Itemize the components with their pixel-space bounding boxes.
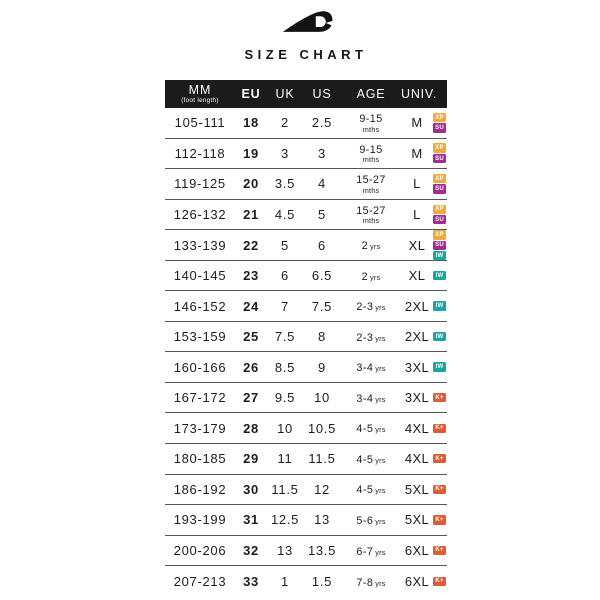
table-row bbox=[165, 413, 447, 444]
range-badge-iw: IW bbox=[433, 271, 446, 280]
cell-mm-range: 126-132 bbox=[173, 206, 227, 222]
age-unit: yrs bbox=[375, 364, 386, 374]
cell-mm-range: 153-159 bbox=[173, 329, 227, 345]
age-unit: yrs bbox=[375, 486, 386, 496]
range-badge-iw: IW bbox=[433, 362, 446, 371]
cell-mm-range: 200-206 bbox=[173, 542, 227, 558]
cell-eu-size: 31 bbox=[243, 512, 259, 528]
table-row bbox=[165, 536, 447, 567]
range-badge-kplus: K+ bbox=[433, 454, 446, 463]
cell-mm-range: 173-179 bbox=[173, 420, 227, 436]
cell-us-size: 8 bbox=[318, 329, 326, 345]
cell-univ-size: L bbox=[413, 206, 421, 222]
cell-uk-size: 3.5 bbox=[274, 176, 296, 192]
cell-eu-size: 29 bbox=[243, 451, 259, 467]
table-row bbox=[165, 291, 447, 322]
table-row bbox=[165, 475, 447, 506]
cell-uk-size: 1 bbox=[281, 573, 289, 589]
cell-eu-size: 33 bbox=[243, 573, 259, 589]
cell-eu-size: 20 bbox=[243, 176, 259, 192]
cell-age bbox=[341, 544, 401, 558]
cell-univ-size: 5XL bbox=[404, 512, 430, 528]
age-value: 5-6 bbox=[356, 514, 374, 527]
cell-uk-size: 7 bbox=[281, 298, 289, 314]
cell-mm-range: 105-111 bbox=[174, 115, 226, 131]
age-unit: yrs bbox=[370, 242, 381, 252]
size-chart-table bbox=[165, 80, 447, 597]
table-row bbox=[165, 352, 447, 383]
cell-univ-size: 6XL bbox=[404, 542, 430, 558]
cell-range-badges bbox=[433, 108, 447, 138]
cell-uk-size: 3 bbox=[281, 145, 289, 161]
cell-us-size: 9 bbox=[318, 359, 326, 375]
cell-us-size: 12 bbox=[314, 481, 330, 497]
range-badge-kplus: K+ bbox=[433, 424, 446, 433]
cell-univ-size: M bbox=[411, 145, 423, 161]
cell-univ-size: 5XL bbox=[404, 481, 430, 497]
cell-age bbox=[341, 238, 401, 252]
range-badge-xp: XP bbox=[433, 174, 446, 183]
cell-eu-size: 30 bbox=[243, 481, 259, 497]
cell-mm-range: 112-118 bbox=[174, 145, 226, 161]
table-header bbox=[165, 80, 447, 108]
cell-univ-size: 6XL bbox=[404, 573, 430, 589]
age-unit: yrs bbox=[375, 425, 386, 435]
cell-uk-size: 9.5 bbox=[274, 390, 296, 406]
cell-age bbox=[341, 482, 401, 496]
table-row bbox=[165, 383, 447, 414]
cell-range-badges bbox=[433, 475, 447, 505]
cell-us-size: 13 bbox=[314, 512, 330, 528]
table-row bbox=[165, 139, 447, 170]
range-badge-iw: IW bbox=[433, 332, 446, 341]
cell-range-badges bbox=[433, 413, 447, 443]
cell-us-size: 4 bbox=[318, 176, 326, 192]
age-value: 2-3 bbox=[356, 331, 374, 344]
range-badge-iw: IW bbox=[433, 301, 446, 310]
page-title: SIZE CHART bbox=[244, 47, 368, 62]
cell-mm-range: 186-192 bbox=[173, 481, 227, 497]
range-badge-kplus: K+ bbox=[433, 515, 446, 524]
age-unit: yrs bbox=[370, 272, 381, 282]
cell-range-badges bbox=[433, 505, 447, 535]
cell-uk-size: 12.5 bbox=[270, 512, 300, 528]
cell-age bbox=[341, 452, 401, 466]
header-mm bbox=[165, 84, 235, 105]
cell-univ-size: 3XL bbox=[404, 359, 430, 375]
age-value: 4-5 bbox=[356, 484, 374, 497]
cell-uk-size: 8.5 bbox=[274, 359, 296, 375]
cell-age bbox=[341, 299, 401, 313]
cell-mm-range: 133-139 bbox=[173, 237, 227, 253]
range-badge-su: SU bbox=[433, 215, 446, 224]
age-unit: mths bbox=[362, 216, 380, 226]
table-row bbox=[165, 566, 447, 597]
range-badge-xp: XP bbox=[433, 205, 446, 214]
header-univ: UNIV. bbox=[401, 87, 438, 101]
range-badge-iw: IW bbox=[433, 251, 446, 260]
cell-range-badges bbox=[433, 536, 447, 566]
cell-age bbox=[341, 203, 401, 226]
cell-eu-size: 18 bbox=[243, 115, 259, 131]
cell-eu-size: 32 bbox=[243, 542, 259, 558]
cell-mm-range: 180-185 bbox=[173, 451, 227, 467]
age-value: 3-4 bbox=[356, 392, 374, 405]
age-value: 15-27 bbox=[356, 205, 386, 218]
table-row bbox=[165, 108, 447, 139]
cell-eu-size: 22 bbox=[243, 237, 259, 253]
table-body bbox=[165, 108, 447, 597]
cell-eu-size: 25 bbox=[243, 329, 259, 345]
cell-univ-size: XL bbox=[408, 237, 426, 253]
cell-range-badges bbox=[433, 383, 447, 413]
header-us: US bbox=[312, 87, 332, 101]
cell-uk-size: 4.5 bbox=[274, 206, 296, 222]
cell-eu-size: 26 bbox=[243, 359, 259, 375]
table-row bbox=[165, 261, 447, 292]
header-uk: UK bbox=[275, 87, 295, 101]
cell-us-size: 13.5 bbox=[307, 542, 337, 558]
cell-age bbox=[341, 269, 401, 283]
age-value: 6-7 bbox=[356, 545, 374, 558]
table-row bbox=[165, 200, 447, 231]
cell-mm-range: 207-213 bbox=[173, 573, 227, 589]
age-unit: yrs bbox=[375, 455, 386, 465]
cell-age bbox=[341, 142, 401, 165]
cell-range-badges bbox=[433, 200, 447, 230]
cell-us-size: 7.5 bbox=[311, 298, 333, 314]
cell-mm-range: 140-145 bbox=[173, 268, 227, 283]
age-unit: yrs bbox=[375, 516, 386, 526]
cell-mm-range: 193-199 bbox=[173, 512, 227, 528]
cell-eu-size: 21 bbox=[243, 206, 259, 222]
cell-age bbox=[341, 575, 401, 589]
age-unit: yrs bbox=[375, 547, 386, 557]
table-row bbox=[165, 169, 447, 200]
age-value: 4-5 bbox=[356, 453, 374, 466]
cell-range-badges bbox=[433, 566, 447, 597]
cell-univ-size: 2XL bbox=[404, 329, 430, 345]
age-unit: yrs bbox=[375, 333, 386, 343]
brand-fin-logo-icon bbox=[282, 9, 334, 34]
cell-us-size: 10 bbox=[314, 390, 330, 406]
cell-uk-size: 11.5 bbox=[271, 481, 299, 497]
age-unit: mths bbox=[362, 124, 380, 134]
cell-univ-size: XL bbox=[408, 268, 426, 283]
cell-range-badges bbox=[433, 261, 447, 291]
cell-us-size: 6 bbox=[318, 237, 326, 253]
age-value: 9-15 bbox=[359, 113, 383, 126]
cell-univ-size: 3XL bbox=[404, 390, 430, 406]
cell-mm-range: 146-152 bbox=[173, 298, 227, 314]
cell-age bbox=[341, 330, 401, 344]
range-badge-su: SU bbox=[433, 123, 446, 132]
cell-univ-size: 4XL bbox=[404, 451, 430, 467]
table-row bbox=[165, 505, 447, 536]
cell-age bbox=[341, 391, 401, 405]
cell-us-size: 2.5 bbox=[311, 115, 333, 131]
cell-range-badges bbox=[433, 169, 447, 199]
cell-range-badges bbox=[433, 322, 447, 352]
range-badge-kplus: K+ bbox=[433, 485, 446, 494]
cell-eu-size: 24 bbox=[243, 298, 259, 314]
age-unit: yrs bbox=[375, 578, 386, 588]
age-unit: yrs bbox=[375, 394, 386, 404]
cell-us-size: 11.5 bbox=[308, 451, 336, 467]
age-value: 4-5 bbox=[356, 423, 374, 436]
cell-univ-size: L bbox=[413, 176, 421, 192]
cell-us-size: 1.5 bbox=[311, 573, 333, 589]
cell-us-size: 5 bbox=[318, 206, 326, 222]
cell-eu-size: 27 bbox=[243, 390, 259, 406]
header-age: AGE bbox=[356, 87, 386, 101]
age-unit: yrs bbox=[375, 303, 386, 313]
age-value: 2 bbox=[361, 240, 369, 253]
cell-range-badges bbox=[433, 291, 447, 321]
age-value: 15-27 bbox=[356, 174, 386, 187]
cell-uk-size: 5 bbox=[281, 237, 289, 253]
header-mm-sublabel: (foot length) bbox=[181, 96, 219, 104]
cell-age bbox=[341, 172, 401, 195]
header-mm-label: MM bbox=[188, 82, 212, 97]
table-row bbox=[165, 322, 447, 353]
range-badge-xp: XP bbox=[433, 113, 446, 122]
cell-univ-size: 2XL bbox=[404, 298, 430, 314]
header-eu: EU bbox=[241, 87, 261, 101]
range-badge-su: SU bbox=[433, 241, 446, 250]
range-badge-kplus: K+ bbox=[433, 393, 446, 402]
cell-uk-size: 6 bbox=[281, 268, 289, 283]
cell-uk-size: 13 bbox=[277, 542, 293, 558]
range-badge-su: SU bbox=[433, 184, 446, 193]
cell-age bbox=[341, 360, 401, 374]
age-value: 7-8 bbox=[356, 576, 374, 589]
cell-mm-range: 167-172 bbox=[173, 390, 227, 406]
age-unit: mths bbox=[362, 185, 380, 195]
range-badge-xp: XP bbox=[433, 143, 446, 152]
cell-uk-size: 2 bbox=[281, 115, 289, 131]
cell-mm-range: 119-125 bbox=[174, 176, 226, 192]
cell-uk-size: 10 bbox=[277, 420, 293, 436]
cell-range-badges bbox=[433, 352, 447, 382]
table-row bbox=[165, 444, 447, 475]
age-value: 2-3 bbox=[356, 301, 374, 314]
cell-eu-size: 23 bbox=[243, 268, 259, 283]
cell-univ-size: 4XL bbox=[404, 420, 430, 436]
cell-us-size: 6.5 bbox=[311, 268, 333, 283]
cell-uk-size: 11 bbox=[277, 451, 293, 467]
age-value: 9-15 bbox=[359, 143, 383, 156]
table-row bbox=[165, 230, 447, 261]
cell-univ-size: M bbox=[411, 115, 423, 131]
range-badge-kplus: K+ bbox=[433, 577, 446, 586]
cell-us-size: 10.5 bbox=[307, 420, 337, 436]
cell-eu-size: 19 bbox=[243, 145, 259, 161]
age-value: 3-4 bbox=[356, 362, 374, 375]
cell-us-size: 3 bbox=[318, 145, 326, 161]
cell-mm-range: 160-166 bbox=[173, 359, 227, 375]
cell-range-badges bbox=[433, 230, 447, 260]
cell-range-badges bbox=[433, 444, 447, 474]
cell-uk-size: 7.5 bbox=[274, 329, 296, 345]
range-badge-su: SU bbox=[433, 154, 446, 163]
cell-eu-size: 28 bbox=[243, 420, 259, 436]
range-badge-kplus: K+ bbox=[433, 546, 446, 555]
age-value: 2 bbox=[361, 270, 369, 283]
cell-age bbox=[341, 513, 401, 527]
age-unit: mths bbox=[362, 155, 380, 165]
range-badge-xp: XP bbox=[433, 230, 446, 239]
cell-range-badges bbox=[433, 139, 447, 169]
cell-age bbox=[341, 111, 401, 134]
cell-age bbox=[341, 421, 401, 435]
